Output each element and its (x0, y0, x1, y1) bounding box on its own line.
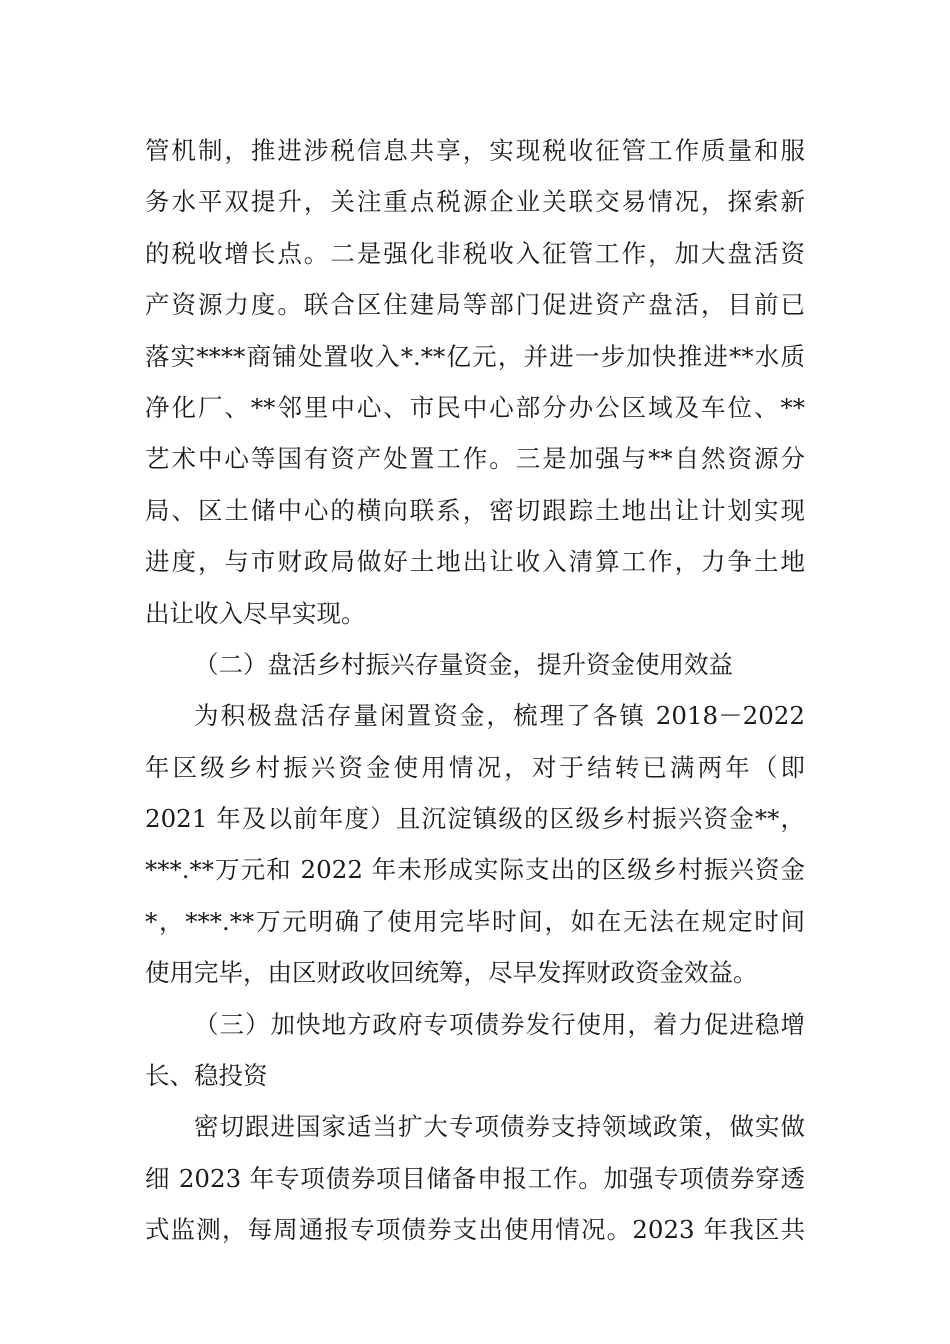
body-text (145, 125, 805, 1256)
paragraph-line: ***.**万元和 2022 年未形成实际支出的区级乡村振兴资金 (145, 855, 805, 885)
paragraph-line: 2021 年及以前年度）且沉淀镇级的区级乡村振兴资金**， (145, 804, 805, 834)
paragraph-line: *，***.**万元明确了使用完毕时间，如在无法在规定时间 (145, 906, 805, 936)
paragraph-line: 落实****商铺处置收入*.**亿元，并进一步加快推进**水质 (145, 341, 805, 371)
paragraph-line: 密切跟进国家适当扩大专项债券支持领域政策，做实做 (194, 1112, 805, 1142)
paragraph-line: 局、区土储中心的横向联系，密切跟踪土地出让计划实现 (145, 495, 805, 525)
paragraph-line: 使用完毕，由区财政收回统筹，尽早发挥财政资金效益。 (145, 958, 758, 988)
paragraph-line: 式监测，每周通报专项债券支出使用情况。2023 年我区共 (145, 1215, 805, 1245)
section-heading: （二）盘活乡村振兴存量资金，提升资金使用效益 (194, 649, 733, 679)
paragraph-line: 细 2023 年专项债券项目储备申报工作。加强专项债券穿透 (145, 1163, 805, 1193)
paragraph-line: 务水平双提升，关注重点税源企业关联交易情况，探索新 (145, 187, 805, 217)
section-heading: （三）加快地方政府专项债券发行使用，着力促进稳增 (194, 1009, 805, 1039)
paragraph-line: 进度，与市财政局做好土地出让收入清算工作，力争土地 (145, 547, 805, 577)
paragraph-line: 产资源力度。联合区住建局等部门促进资产盘活，目前已 (145, 290, 805, 320)
paragraph-line: 的税收增长点。二是强化非税收入征管工作，加大盘活资 (145, 238, 805, 268)
paragraph-line: 为积极盘活存量闲置资金，梳理了各镇 2018－2022 (194, 701, 805, 731)
paragraph-line: 年区级乡村振兴资金使用情况，对于结转已满两年（即 (145, 752, 805, 782)
paragraph-line: 出让收入尽早实现。 (145, 598, 366, 628)
paragraph-line: 管机制，推进涉税信息共享，实现税收征管工作质量和服 (145, 136, 805, 165)
paragraph-line: 艺术中心等国有资产处置工作。三是加强与**自然资源分 (145, 444, 805, 474)
paragraph-line: 净化厂、**邻里中心、市民中心部分办公区域及车位、** (145, 392, 805, 422)
section-heading-continued: 长、稳投资 (145, 1061, 268, 1091)
